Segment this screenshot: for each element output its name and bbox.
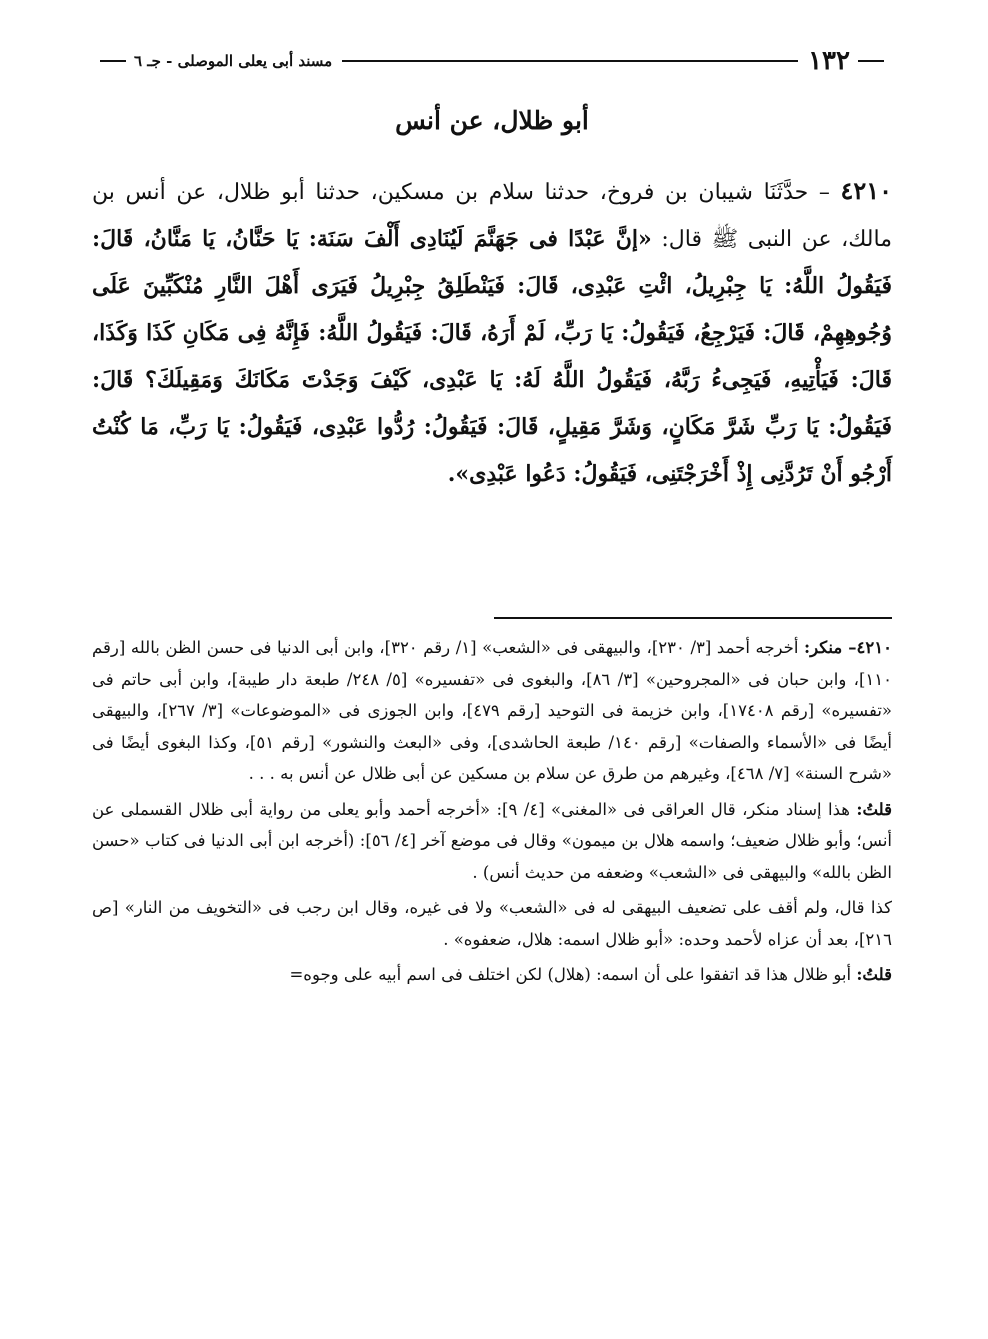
hadith-matn: «إنَّ عَبْدًا فى جَهَنَّمَ لَيُنَادِى أَلْفَ سَنَة: يَا حَنَّانُ، يَا مَنَّانُ، قَالَ: فَيَقُولُ اللَّهُ: يَا جِبْرِيلُ، ائْتِ عَبْدِى، قَالَ: فَيَنْطَلِقُ جِبْرِيلُ فَيَرَى أَهْلَ النَّارِ مُنْكَبِّينَ عَلَى وُجُوهِهِمْ، قَالَ: فَيَرْجِعُ، فَيَقُولُ: يَا رَبِّ، لَمْ أَرَهُ، قَالَ: فَيَقُولُ اللَّهُ: فَإِنَّهُ فِى مَكَانِ كَذَا وَكَذَا، قَالَ: فَيَأْتِيهِ، فَيَجِىءُ رَبَّهُ، فَيَقُولُ اللَّهُ لَهُ: يَا عَبْدِى، كَيْفَ وَجَدْتَ مَكَانَكَ وَمَقِيلَكَ؟ قَالَ: فَيَقُولُ: يَا رَبِّ شَرَّ مَكَانٍ، وَشَرَّ مَقِيلٍ، قَالَ: فَيَقُولُ: رُدُّوا عَبْدِى، فَيَقُولُ: يَا رَبِّ، مَا كُنْتُ أَرْجُو أَنْ تَرُدَّنِى إِذْ أَخْرَجْتَنِى، فَيَقُولُ: دَعُوا عَبْدِى». — [92, 226, 892, 487]
footnote-label: قلتُ: — [856, 799, 893, 819]
footnote-comment — [92, 959, 892, 991]
footnote-comment — [92, 892, 892, 955]
header-dash — [100, 60, 126, 62]
book-title: مسند أبى يعلى الموصلى - جـ ٦ — [134, 52, 333, 70]
hadith-number: ٤٢١٠ — [840, 176, 892, 205]
footnote-takhrij — [92, 632, 892, 790]
header-rule — [342, 60, 798, 62]
hadith-text — [92, 168, 892, 498]
footnote-comment — [92, 794, 892, 889]
footnote-label: ٤٢١٠– منكر: — [804, 638, 892, 657]
footnote-text: هذا إسناد منكر، قال العراقى فى «المغنى» [٤/ ٩]: «أخرجه أحمد وأبو يعلى من رواية أبى ظلال القسملى عن أنس؛ وأبو ظلال ضعيف؛ واسمه هلال بن ميمون» وقال فى موضع آخر [٤/ ٥٦]: (أخرجه ابن أبى الدنيا فى كتاب «حسن الظن بالله» والبيهقى فى «الشعب» وضعفه من حديث أنس) . — [92, 799, 892, 882]
footnotes — [92, 632, 892, 995]
chapter-heading: أبو ظلال، عن أنس — [395, 106, 589, 135]
footnote-text: أخرجه أحمد [٣/ ٢٣٠]، والبيهقى فى «الشعب» [١/ رقم ٣٢٠]، وابن أبى الدنيا فى حسن الظن بالله [رقم ١١٠]، وابن حبان فى «المجروحين» [٣/ ٨٦]، والبغوى فى «تفسيره» [٥/ ٢٤٨/ طبعة دار طيبة]، وابن أبى حاتم فى «تفسيره» [رقم ١٧٤٠٨]، وابن خزيمة فى التوحيد [رقم ٤٧٩]، وابن الجوزى فى «الموضوعات» [٣/ ٢٦٧]، والبيهقى أيضًا فى «الأسماء والصفات» [رقم ١٤٠/ طبعة الحاشدى]، وفى «البعث والنشور» [رقم ٥١]، وكذا البغوى أيضًا فى «شرح السنة» [٧/ ٤٦٨]، وغيرهم من طرق عن سلام بن مسكين عن أبى ظلال عن أنس به . . . — [92, 638, 893, 783]
running-header — [92, 44, 892, 78]
page-number: ١٣٢ — [808, 46, 850, 76]
footnote-text: أبو ظلال هذا قد اتفقوا على أن اسمه: (هلال) لكن اختلف فى اسم أبيه على وجوه= — [289, 965, 852, 984]
footnote-separator — [494, 617, 892, 619]
footnote-label: قلتُ: — [856, 965, 892, 984]
hadith-isnad: – حدَّثَنَا شيبان بن فروخ، حدثنا سلام بن مسكين، حدثنا أبو ظلال، عن أنس بن مالك، عن النبى ﷺ قال: — [92, 180, 892, 252]
footnote-text: كذا قال، ولم أقف على تضعيف البيهقى له فى «الشعب» ولا فى غيره، وقال ابن رجب فى «التخويف من النار» [ص ٢١٦]، بعد أن عزاه لأحمد وحده: «أبو ظلال اسمه: هلال، ضعفوه» . — [92, 898, 892, 949]
header-dash — [858, 60, 884, 62]
